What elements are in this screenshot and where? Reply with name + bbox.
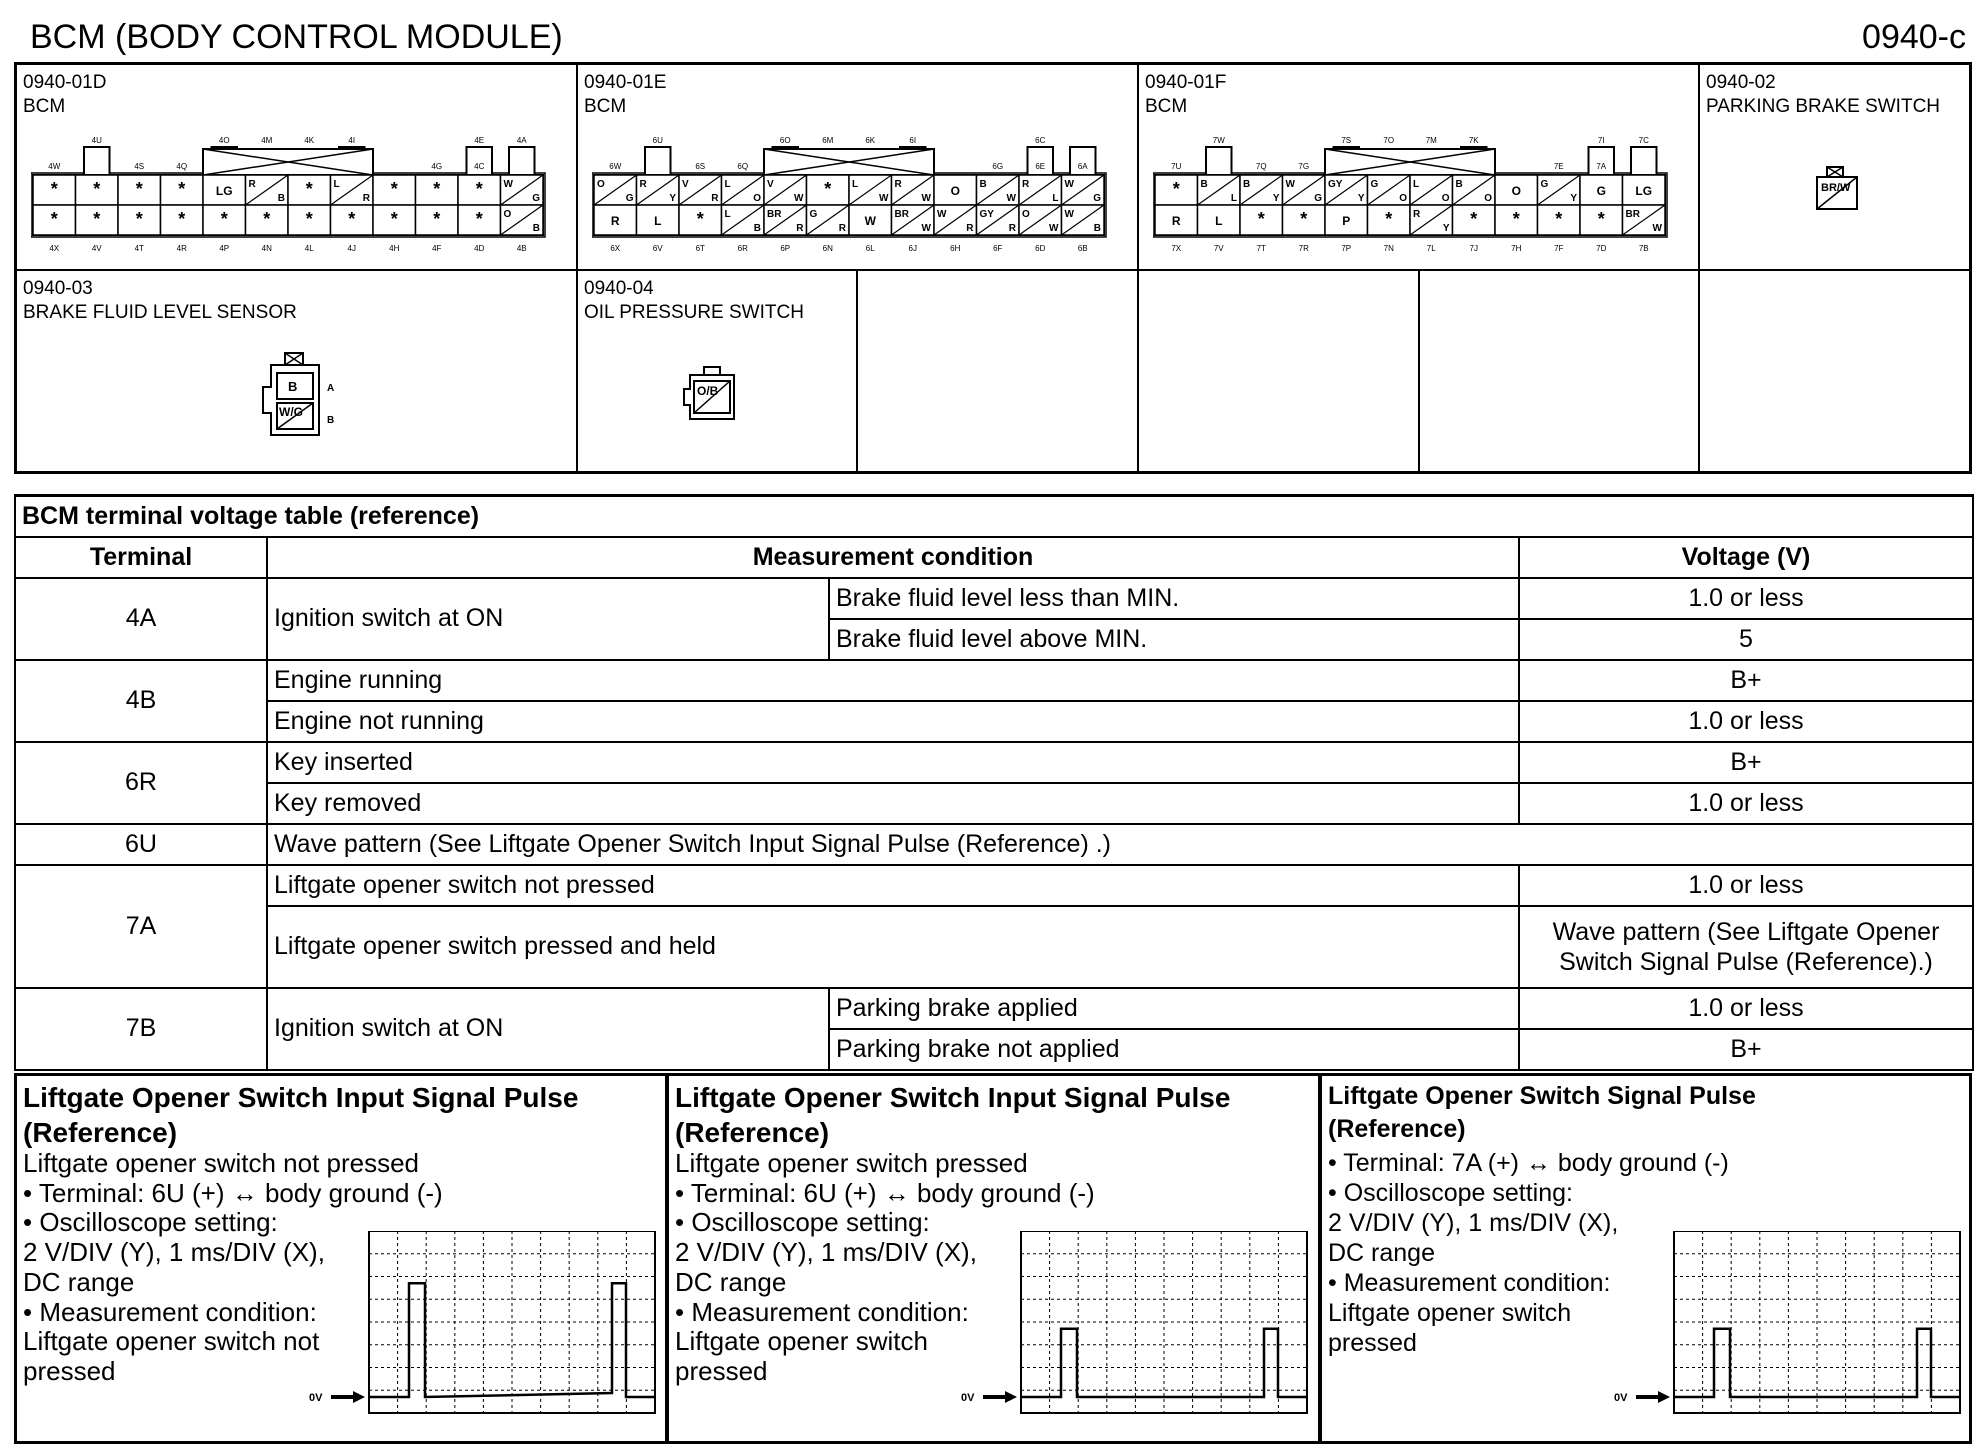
- pin-color: *: [50, 209, 58, 229]
- connector-code: 0940-01E: [584, 72, 667, 93]
- pin-color: R: [362, 193, 370, 204]
- pin-color: G: [625, 193, 634, 204]
- pin-color: *: [1470, 209, 1478, 229]
- pin-color: B: [532, 223, 540, 234]
- pin-label-upper: 4S: [134, 162, 145, 171]
- pin-color: *: [50, 179, 58, 199]
- pin-label-bottom: 4D: [474, 244, 485, 253]
- parking-brake-switch-diagram: [1815, 165, 1875, 221]
- pulse-line: Liftgate opener switch pressed: [675, 1148, 1028, 1178]
- terminal-cell: 4A: [15, 578, 267, 660]
- pin-label-upper: 6S: [695, 162, 706, 171]
- pulse-panel: [14, 1073, 668, 1444]
- connector-diagram: [592, 125, 1132, 269]
- condition-cell: Key removed: [267, 783, 1519, 824]
- pin-color: R: [894, 179, 902, 190]
- connector-name: BCM: [23, 96, 66, 117]
- pin-label-top: 6U: [652, 136, 663, 145]
- voltage-cell: 1.0 or less: [1519, 701, 1973, 742]
- pin-color: W: [1064, 179, 1074, 190]
- voltage-cell: 1.0 or less: [1519, 865, 1973, 906]
- pin-label-bottom: 6B: [1077, 244, 1088, 253]
- pin-label-bottom: 4T: [134, 244, 144, 253]
- condition-cell: Engine not running: [267, 701, 1519, 742]
- pin-label-b: B: [327, 415, 335, 426]
- pin-label-bottom: 7B: [1638, 244, 1649, 253]
- pulse-title-sub: (Reference): [1328, 1115, 1466, 1143]
- pin-color: B: [1093, 223, 1101, 234]
- pin-color: W: [1285, 179, 1295, 190]
- empty-cell: [1139, 271, 1420, 471]
- pulse-line: • Measurement condition:: [1328, 1269, 1611, 1297]
- pin-color: LG: [1635, 184, 1653, 198]
- condition-cell: Ignition switch at ON: [267, 578, 829, 660]
- pin-label-bottom: 7T: [1256, 244, 1266, 253]
- pin-color: *: [135, 209, 143, 229]
- connector-code: 0940-03: [23, 278, 93, 299]
- pulse-line: • Terminal: 6U (+) ↔ body ground (-): [675, 1177, 1095, 1208]
- pin-label-upper: 6E: [1035, 162, 1046, 171]
- pin-color: O: [597, 179, 605, 190]
- pin-label-a: A: [327, 383, 335, 394]
- table-row: [15, 578, 1973, 619]
- terminal-cell: 7B: [15, 988, 267, 1070]
- pin-color: G: [809, 209, 818, 220]
- pin-color: *: [93, 179, 101, 199]
- pin-label-bottom: 4V: [91, 244, 102, 253]
- pin-color: L: [654, 214, 662, 228]
- zero-arrow-icon: [331, 1391, 365, 1403]
- pin-color: L: [724, 209, 731, 220]
- pin-color: B: [1243, 179, 1251, 190]
- pin-color: W: [1006, 193, 1016, 204]
- pin-color: *: [390, 209, 398, 229]
- pin-color: *: [390, 179, 398, 199]
- pin-label-bottom: 6N: [822, 244, 833, 253]
- pulse-line: • Oscilloscope setting:: [1328, 1179, 1573, 1207]
- pin-color: *: [475, 209, 483, 229]
- pin-color: O: [950, 184, 960, 198]
- pin-color: *: [348, 209, 356, 229]
- pin-label-upper: 4C: [474, 162, 485, 171]
- pin-color: B: [277, 193, 285, 204]
- pin-label-bottom: 4H: [389, 244, 400, 253]
- connector-diagram: [31, 125, 571, 269]
- pin-color: P: [1342, 214, 1351, 228]
- condition-cell: Wave pattern (See Liftgate Opener Switch Input Signal Pulse (Reference) .): [267, 824, 1973, 865]
- connector-cell: [17, 271, 578, 471]
- pin-label-upper: 7U: [1171, 162, 1182, 171]
- pin-label-bottom: 7F: [1554, 244, 1564, 253]
- pin-color: R: [838, 223, 846, 234]
- pin-label-bottom: 7H: [1511, 244, 1522, 253]
- pin-label-upper: 6A: [1077, 162, 1088, 171]
- pin-color: *: [1555, 209, 1563, 229]
- subcondition-cell: Parking brake applied: [829, 988, 1519, 1029]
- pin-color: L: [724, 179, 731, 190]
- pin-label-bottom: 6H: [950, 244, 961, 253]
- pin-label-top: 7W: [1212, 136, 1225, 145]
- connector-name: BRAKE FLUID LEVEL SENSOR: [23, 302, 297, 323]
- pin-label-bottom: 6F: [993, 244, 1003, 253]
- pin-label-bottom: 4F: [432, 244, 442, 253]
- oscilloscope-graph: [307, 1231, 657, 1415]
- condition-cell: Ignition switch at ON: [267, 988, 829, 1070]
- pin-color: W: [921, 223, 931, 234]
- pin-label-top: 7C: [1638, 136, 1649, 145]
- pin-color: R: [639, 179, 647, 190]
- pin-label-top: 4K: [304, 136, 315, 145]
- pin-label-top: 4E: [474, 136, 485, 145]
- empty-cell: [1700, 271, 1969, 471]
- pin-color: *: [1300, 209, 1308, 229]
- pin-label-top: 4O: [218, 136, 230, 145]
- pulse-line: • Terminal: 6U (+) ↔ body ground (-): [23, 1177, 443, 1208]
- voltage-cell: 1.0 or less: [1519, 578, 1973, 619]
- pin-color: W: [879, 193, 889, 204]
- page-title: BCM (BODY CONTROL MODULE): [30, 18, 563, 56]
- voltage-cell: B+: [1519, 742, 1973, 783]
- connector-code: 0940-02: [1706, 72, 1776, 93]
- pin-color: *: [696, 209, 704, 229]
- pulse-line: • Terminal: 7A (+) ↔ body ground (-): [1328, 1149, 1729, 1177]
- pin-label-bottom: 6D: [1035, 244, 1046, 253]
- pin-color: W: [503, 179, 513, 190]
- pulse-line: • Oscilloscope setting:: [23, 1207, 278, 1238]
- pin-label-top: 4M: [261, 136, 273, 145]
- connector-code: 0940-04: [584, 278, 654, 299]
- pin-color: Y: [1442, 223, 1450, 234]
- pin-color: W: [1064, 209, 1074, 220]
- condition-cell: Key inserted: [267, 742, 1519, 783]
- empty-cell: [858, 271, 1139, 471]
- pin-label-bottom: 7R: [1298, 244, 1309, 253]
- pin-label-bottom: 6R: [737, 244, 748, 253]
- condition-cell: Liftgate opener switch not pressed: [267, 865, 1519, 906]
- pin-label-top: 7S: [1341, 136, 1352, 145]
- pin-color: GY: [1328, 179, 1343, 190]
- pin-label-bottom: 4L: [304, 244, 314, 253]
- pin-color: W: [1049, 223, 1059, 234]
- header-condition: Measurement condition: [267, 537, 1519, 578]
- pin-color: O: [503, 209, 512, 220]
- terminal-cell: 6R: [15, 742, 267, 824]
- pin-color: R: [1171, 214, 1181, 228]
- pin-color-top: BR/W: [1821, 182, 1851, 194]
- pin-color: R: [796, 223, 804, 234]
- pin-label-upper: 7G: [1298, 162, 1310, 171]
- header-voltage: Voltage (V): [1519, 537, 1973, 578]
- pin-color: *: [824, 179, 832, 199]
- pin-label-top: 6M: [822, 136, 834, 145]
- pin-label-upper: 4W: [48, 162, 61, 171]
- table-row: [15, 865, 1973, 906]
- pin-color: O: [1022, 209, 1030, 220]
- zero-arrow-icon: [983, 1391, 1017, 1403]
- pin-color: GY: [979, 209, 994, 220]
- pin-color: O: [1484, 193, 1492, 204]
- oscilloscope-graph: [1612, 1231, 1962, 1415]
- pin-color: O: [1441, 193, 1450, 204]
- subcondition-cell: Brake fluid level less than MIN.: [829, 578, 1519, 619]
- condition-cell: Liftgate opener switch pressed and held: [267, 906, 1519, 988]
- pin-color: *: [263, 209, 271, 229]
- pulse-line: • Measurement condition:: [23, 1296, 317, 1327]
- pin-color: *: [305, 209, 313, 229]
- connector-code: 0940-01D: [23, 72, 107, 93]
- pin-color: W: [921, 193, 931, 204]
- pin-label-upper: 6W: [609, 162, 622, 171]
- oil-pressure-switch-diagram: [682, 365, 752, 429]
- table-row: [15, 783, 1973, 824]
- pin-color: L: [1413, 179, 1420, 190]
- pin-color: *: [135, 179, 143, 199]
- pulse-line: 2 V/DIV (Y), 1 ms/DIV (X),: [23, 1237, 325, 1268]
- pin-color: LG: [215, 184, 233, 198]
- table-row: [15, 988, 1973, 1029]
- connector-cell: [1700, 65, 1969, 271]
- pin-color: *: [178, 209, 186, 229]
- pin-label-top: 4A: [516, 136, 527, 145]
- pin-color: G: [1314, 193, 1322, 204]
- pin-label-bottom: 4P: [219, 244, 230, 253]
- pulse-title: Liftgate Opener Switch Input Signal Pulse: [675, 1082, 1231, 1113]
- pin-color: G: [1596, 184, 1606, 198]
- pin-color: B: [1200, 179, 1208, 190]
- pulse-line: Liftgate opener switch: [675, 1326, 928, 1357]
- pin-label-top: 6I: [909, 136, 917, 145]
- pin-color: *: [220, 209, 228, 229]
- pin-color: Y: [1272, 193, 1280, 204]
- pin-color: Y: [1570, 193, 1577, 204]
- pin-label-top: 6O: [779, 136, 791, 145]
- connector-cell: [578, 271, 858, 471]
- pin-label-bottom: 4R: [176, 244, 187, 253]
- pin-label-bottom: 6J: [908, 244, 917, 253]
- pin-color: *: [1385, 209, 1393, 229]
- pin-color: L: [1052, 193, 1059, 204]
- pin-color: W: [1652, 223, 1662, 234]
- empty-cell: [1420, 271, 1700, 471]
- pin-color: *: [178, 179, 186, 199]
- pin-color: W: [937, 209, 947, 220]
- pin-label-top: 7I: [1597, 136, 1605, 145]
- voltage-cell: B+: [1519, 660, 1973, 701]
- pin-color: G: [1093, 193, 1101, 204]
- pin-color: *: [433, 179, 441, 199]
- pin-label-bottom: 6V: [652, 244, 663, 253]
- pin-label-bottom: 7P: [1341, 244, 1352, 253]
- pin-color: Y: [1357, 193, 1365, 204]
- pulse-title-sub: (Reference): [23, 1117, 178, 1148]
- page-code: 0940-c: [1862, 18, 1966, 56]
- voltage-cell: 5: [1519, 619, 1973, 660]
- pulse-line: pressed: [675, 1355, 768, 1386]
- pulse-line: pressed: [23, 1355, 116, 1386]
- pulse-panel: [1319, 1073, 1972, 1444]
- pin-color: BR: [767, 209, 782, 220]
- pulse-line: Liftgate opener switch not pressed: [23, 1148, 420, 1178]
- table-row: [15, 824, 1973, 865]
- connector-name: BCM: [1145, 96, 1188, 117]
- pin-color: *: [1597, 209, 1605, 229]
- pin-color: B: [1455, 179, 1463, 190]
- pin-label-top: 4U: [91, 136, 102, 145]
- pulse-title: Liftgate Opener Switch Signal Pulse: [1328, 1082, 1756, 1110]
- pin-color: *: [305, 179, 313, 199]
- pulse-line: Liftgate opener switch: [1328, 1299, 1572, 1327]
- pulse-line: Liftgate opener switch not: [23, 1326, 320, 1357]
- condition-cell: Engine running: [267, 660, 1519, 701]
- pulse-title: Liftgate Opener Switch Input Signal Pulse: [23, 1082, 579, 1113]
- pin-label-bottom: 7D: [1596, 244, 1607, 253]
- voltage-cell: Wave pattern (See Liftgate Opener Switch Signal Pulse (Reference).): [1519, 906, 1973, 988]
- pin-color: R: [1022, 179, 1030, 190]
- pin-color: R: [248, 179, 256, 190]
- zero-arrow-icon: [1636, 1391, 1670, 1403]
- pin-color: *: [1172, 179, 1180, 199]
- pin-color: G: [532, 193, 540, 204]
- pin-color: V: [682, 179, 689, 190]
- table-row: [15, 906, 1973, 988]
- pin-color: G: [1540, 179, 1549, 190]
- connector-diagram: [1153, 125, 1693, 269]
- pin-color: R: [966, 223, 974, 234]
- pin-label-top: 4I: [348, 136, 356, 145]
- pin-label-top: 7O: [1383, 136, 1395, 145]
- pin-label-bottom: 4B: [516, 244, 527, 253]
- connector-name: PARKING BRAKE SWITCH: [1706, 96, 1941, 117]
- terminal-cell: 4B: [15, 660, 267, 742]
- pin-color: L: [1230, 193, 1237, 204]
- brake-fluid-sensor-diagram: [257, 351, 347, 445]
- connector-cell: [17, 65, 578, 271]
- pin-label-bottom: 4J: [347, 244, 356, 253]
- pin-color: R: [711, 193, 719, 204]
- subcondition-cell: Parking brake not applied: [829, 1029, 1519, 1070]
- pin-color: *: [1257, 209, 1265, 229]
- pin-label-bottom: 4N: [261, 244, 272, 253]
- pin-label-bottom: 7J: [1469, 244, 1478, 253]
- connector-cell: [1139, 65, 1700, 271]
- pin-color: R: [1008, 223, 1016, 234]
- connector-name: OIL PRESSURE SWITCH: [584, 302, 804, 323]
- pin-color: R: [1413, 209, 1421, 220]
- pin-color: *: [93, 209, 101, 229]
- pin-color: L: [852, 179, 859, 190]
- pin-color: O: [1399, 193, 1407, 204]
- table-row: [15, 701, 1973, 742]
- table-row: [15, 660, 1973, 701]
- pin-b: B: [288, 379, 298, 394]
- pin-label-upper: 4G: [431, 162, 443, 171]
- pin-label-upper: 7A: [1596, 162, 1607, 171]
- pin-color: O: [1511, 184, 1521, 198]
- zero-label: 0V: [1614, 1392, 1628, 1404]
- pin-color: B: [753, 223, 761, 234]
- pin-label-bottom: 6X: [610, 244, 621, 253]
- pin-label-bottom: 6L: [865, 244, 875, 253]
- voltage-cell: B+: [1519, 1029, 1973, 1070]
- pin-color: Y: [669, 193, 676, 204]
- pin-label-top: 6K: [865, 136, 876, 145]
- pin-label-upper: 4Q: [176, 162, 188, 171]
- oscilloscope-graph: [959, 1231, 1309, 1415]
- pin-color: *: [433, 209, 441, 229]
- pin-label-upper: 7E: [1553, 162, 1564, 171]
- voltage-table: [14, 494, 1974, 1071]
- pin-color: W: [794, 193, 804, 204]
- pin-color: G: [1370, 179, 1379, 190]
- pin-label-bottom: 6P: [780, 244, 791, 253]
- pin-label-bottom: 7V: [1213, 244, 1224, 253]
- pin-color: V: [767, 179, 774, 190]
- pin-color: L: [333, 179, 340, 190]
- pin-color: R: [610, 214, 620, 228]
- pin-color: BR: [894, 209, 909, 220]
- pin-label-top: 7M: [1425, 136, 1437, 145]
- pin-label-top: 7K: [1468, 136, 1479, 145]
- pin-color: L: [1215, 214, 1223, 228]
- pulse-panel: [666, 1073, 1321, 1444]
- subcondition-cell: Brake fluid level above MIN.: [829, 619, 1519, 660]
- terminal-cell: 7A: [15, 865, 267, 988]
- connector-grid: [14, 62, 1972, 474]
- table-caption: BCM terminal voltage table (reference): [15, 496, 1973, 537]
- pulse-title-sub: (Reference): [675, 1117, 830, 1148]
- pulse-line: DC range: [23, 1266, 135, 1297]
- table-header: [15, 537, 1973, 578]
- pin-label-bottom: 6T: [695, 244, 705, 253]
- pin-label-upper: 6Q: [737, 162, 749, 171]
- pin-label-bottom: 4X: [49, 244, 60, 253]
- pin-color: W: [864, 214, 876, 228]
- pulse-line: DC range: [675, 1266, 787, 1297]
- pin-wg: W/G: [279, 405, 303, 419]
- pin-label-top: 6C: [1035, 136, 1046, 145]
- pin-label-upper: 7Q: [1255, 162, 1267, 171]
- pin-color: *: [475, 179, 483, 199]
- pulse-line: 2 V/DIV (Y), 1 ms/DIV (X),: [675, 1237, 977, 1268]
- table-row: [15, 742, 1973, 783]
- pulse-line: • Measurement condition:: [675, 1296, 969, 1327]
- pin-color: B: [979, 179, 987, 190]
- terminal-cell: 6U: [15, 824, 267, 865]
- zero-label: 0V: [309, 1392, 323, 1404]
- connector-name: BCM: [584, 96, 627, 117]
- pin-color: *: [1512, 209, 1520, 229]
- pin-color: O/B: [697, 384, 719, 398]
- pin-label-bottom: 7L: [1426, 244, 1436, 253]
- pulse-line: • Oscilloscope setting:: [675, 1207, 930, 1238]
- connector-code: 0940-01F: [1145, 72, 1227, 93]
- pulse-line: DC range: [1328, 1239, 1435, 1267]
- pin-label-bottom: 7N: [1383, 244, 1394, 253]
- zero-label: 0V: [961, 1392, 975, 1404]
- voltage-cell: 1.0 or less: [1519, 988, 1973, 1029]
- pulse-line: pressed: [1328, 1329, 1417, 1357]
- header-terminal: Terminal: [15, 537, 267, 578]
- pin-color: BR: [1625, 209, 1640, 220]
- voltage-cell: 1.0 or less: [1519, 783, 1973, 824]
- connector-cell: [578, 65, 1139, 271]
- pin-label-bottom: 7X: [1171, 244, 1182, 253]
- pulse-line: 2 V/DIV (Y), 1 ms/DIV (X),: [1328, 1209, 1619, 1237]
- pin-color: O: [753, 193, 761, 204]
- pin-label-upper: 6G: [992, 162, 1004, 171]
